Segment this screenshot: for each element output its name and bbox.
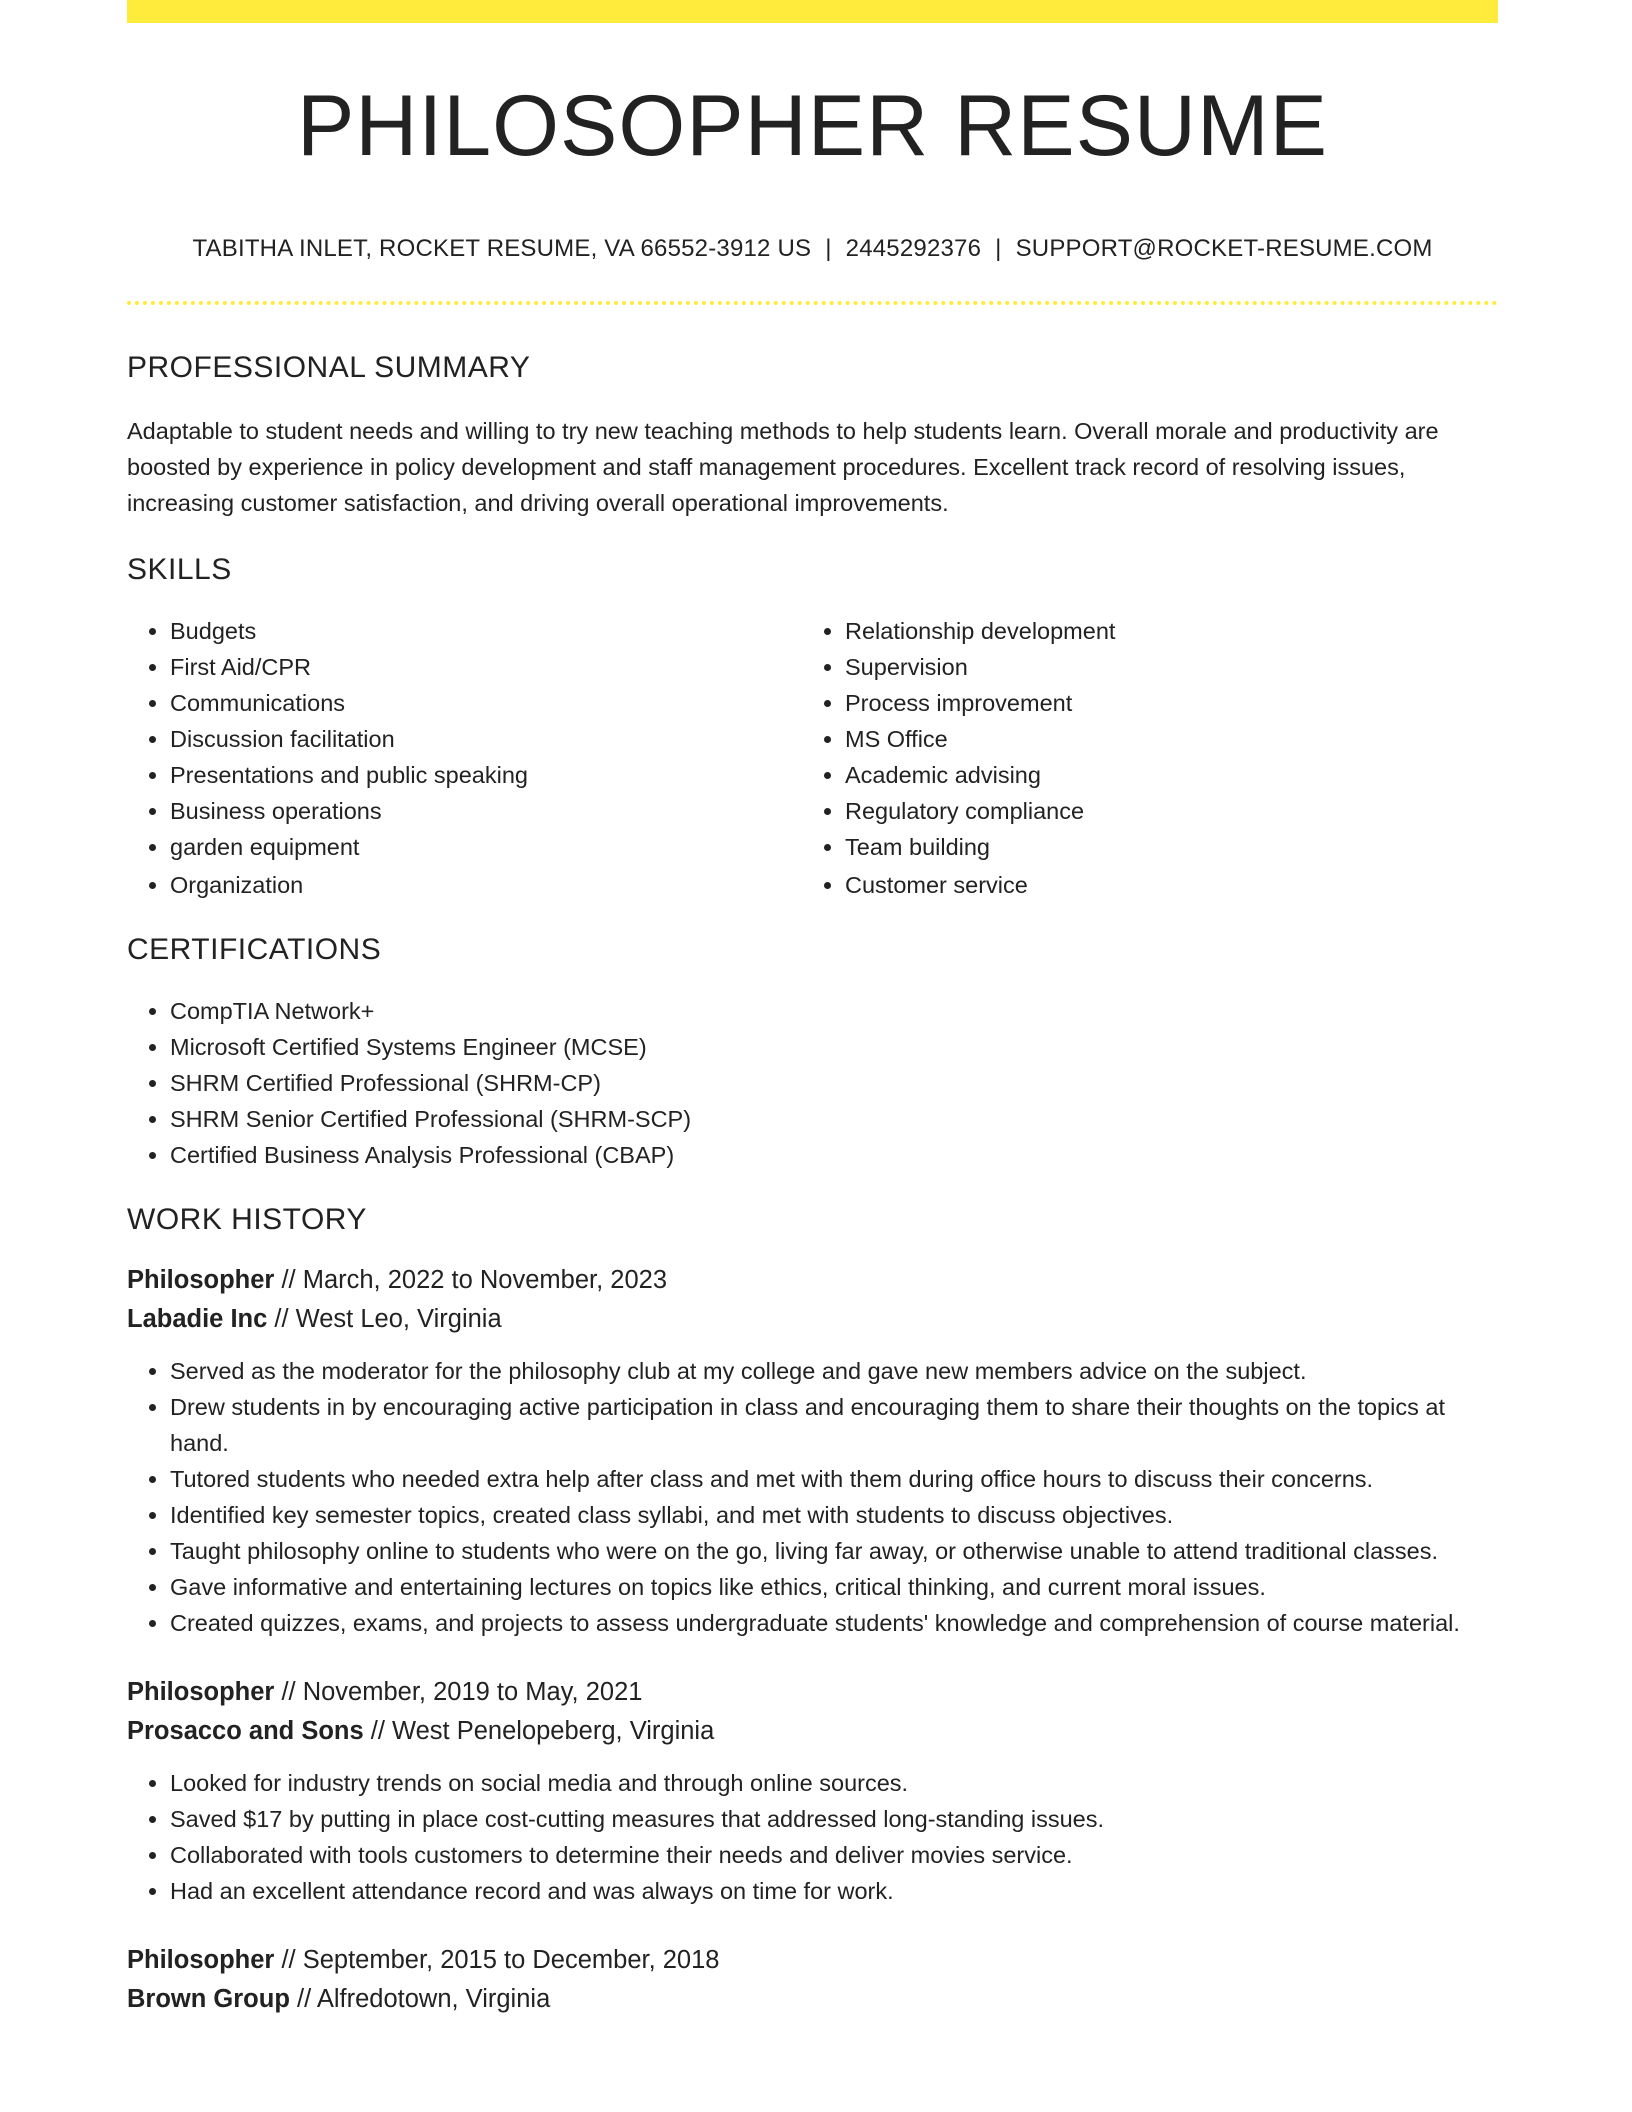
- skills-columns: [127, 613, 1498, 903]
- job-company-line: [127, 1712, 1498, 1751]
- job-location: // West Penelopeberg, Virginia: [363, 1717, 715, 1745]
- job-location: // West Leo, Virginia: [267, 1305, 502, 1333]
- contact-address: TABITHA INLET, ROCKET RESUME, VA 66552-3912 US: [192, 235, 812, 262]
- job-dates: // September, 2015 to December, 2018: [274, 1946, 720, 1974]
- summary-text: Adaptable to student needs and willing to try new teaching methods to help students learn. Overall morale and productivity are boosted by experience in policy development and staff management procedures. Excellent track record of resolving issues, increasing customer satisfaction, and driving overall operational improvements.: [127, 418, 1439, 516]
- certification-item: • SHRM Certified Professional (SHRM-CP): [170, 1065, 1498, 1101]
- certifications-heading: CERTIFICATIONS: [127, 933, 382, 966]
- job-company-line: [127, 1980, 1498, 2019]
- job-dates: // November, 2019 to May, 2021: [274, 1678, 643, 1706]
- accent-bar: [127, 0, 1498, 23]
- contact-separator: |: [825, 235, 832, 262]
- job-role: Philosopher: [127, 1266, 275, 1294]
- skill-item: • Academic advising: [845, 757, 1477, 793]
- job-bullets: [127, 1765, 1498, 1909]
- skill-item: • Discussion facilitation: [170, 721, 802, 757]
- job-role: Philosopher: [127, 1946, 275, 1974]
- job-bullet: • Drew students in by encouraging active participation in class and encouraging them to share their thoughts on the topics at hand.: [170, 1389, 1498, 1461]
- job-bullet: • Served as the moderator for the philosophy club at my college and gave new members advice on the subject.: [170, 1353, 1498, 1389]
- skills-column-right: [802, 613, 1477, 903]
- certifications-list: [127, 993, 1498, 1173]
- job-role: Philosopher: [127, 1678, 275, 1706]
- job-bullet: • Had an excellent attendance record and was always on time for work.: [170, 1873, 1498, 1909]
- job-company: Labadie Inc: [127, 1305, 268, 1333]
- contact-separator: |: [995, 235, 1002, 262]
- skill-item: • Budgets: [170, 613, 802, 649]
- job-role-line: [127, 1261, 1498, 1300]
- job-bullet: • Taught philosophy online to students who were on the go, living far away, or otherwise unable to attend traditional classes.: [170, 1533, 1498, 1569]
- contact-email[interactable]: SUPPORT@ROCKET-RESUME.COM: [1015, 235, 1433, 262]
- skill-item: • Business operations: [170, 793, 802, 829]
- job-entry: [127, 1941, 1498, 2019]
- skill-item: • Team building: [845, 829, 1477, 865]
- certification-item: • Microsoft Certified Systems Engineer (MCSE): [170, 1029, 1498, 1065]
- skill-item: • Relationship development: [845, 613, 1477, 649]
- job-bullet: • Looked for industry trends on social media and through online sources.: [170, 1765, 1498, 1801]
- job-entry: [127, 1261, 1498, 1641]
- job-company-line: [127, 1300, 1498, 1339]
- job-company: Prosacco and Sons: [127, 1717, 364, 1745]
- skill-item: • First Aid/CPR: [170, 649, 802, 685]
- contact-phone: 2445292376: [845, 235, 982, 262]
- job-bullet: • Created quizzes, exams, and projects to assess undergraduate students' knowledge and comprehension of course material.: [170, 1605, 1498, 1641]
- contact-line: [127, 235, 1498, 263]
- job-bullet: • Identified key semester topics, created class syllabi, and met with students to discuss objectives.: [170, 1497, 1498, 1533]
- summary-heading: PROFESSIONAL SUMMARY: [127, 351, 531, 384]
- work-history-heading: WORK HISTORY: [127, 1203, 367, 1236]
- job-role-line: [127, 1673, 1498, 1712]
- skill-item: • Presentations and public speaking: [170, 757, 802, 793]
- certification-item: • SHRM Senior Certified Professional (SHRM-SCP): [170, 1101, 1498, 1137]
- dotted-divider: [127, 301, 1498, 305]
- job-bullet: • Collaborated with tools customers to determine their needs and deliver movies service.: [170, 1837, 1498, 1873]
- job-location: // Alfredotown, Virginia: [289, 1985, 551, 2013]
- job-bullet: • Saved $17 by putting in place cost-cutting measures that addressed long-standing issues.: [170, 1801, 1498, 1837]
- job-bullets: [127, 1353, 1498, 1641]
- job-bullet: • Gave informative and entertaining lectures on topics like ethics, critical thinking, and current moral issues.: [170, 1569, 1498, 1605]
- skill-item: • Organization: [170, 867, 802, 903]
- skill-item: • Customer service: [845, 867, 1477, 903]
- skill-item: • garden equipment: [170, 829, 802, 865]
- skill-item: • Process improvement: [845, 685, 1477, 721]
- certification-item: • CompTIA Network+: [170, 993, 1498, 1029]
- skills-column-left: [127, 613, 802, 903]
- skill-item: • MS Office: [845, 721, 1477, 757]
- skill-item: • Supervision: [845, 649, 1477, 685]
- skill-item: • Communications: [170, 685, 802, 721]
- skills-heading: SKILLS: [127, 553, 232, 586]
- skill-item: • Regulatory compliance: [845, 793, 1477, 829]
- certification-item: • Certified Business Analysis Professional (CBAP): [170, 1137, 1498, 1173]
- resume-page: [127, 0, 1498, 2019]
- resume-title: PHILOSOPHER RESUME: [296, 78, 1329, 174]
- job-entry: [127, 1673, 1498, 1909]
- job-company: Brown Group: [127, 1985, 290, 2013]
- job-bullet: • Tutored students who needed extra help after class and met with them during office hours to discuss their concerns.: [170, 1461, 1498, 1497]
- job-dates: // March, 2022 to November, 2023: [274, 1266, 667, 1294]
- job-role-line: [127, 1941, 1498, 1980]
